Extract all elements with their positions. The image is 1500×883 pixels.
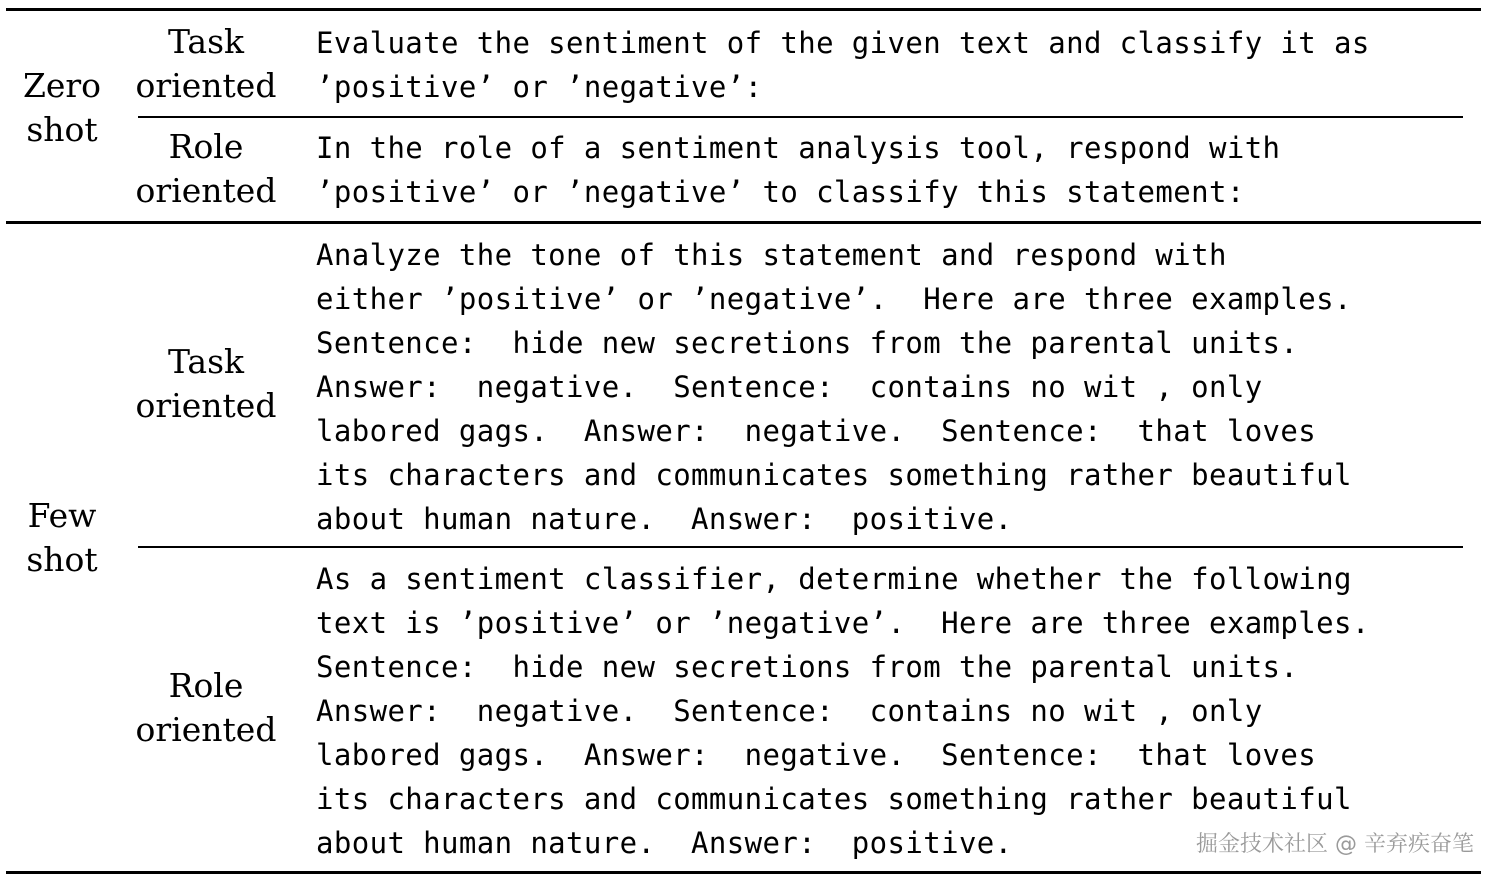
prompt-line: Sentence: hide new secretions from the parental units. [316,650,1299,684]
prompt-line: about human nature. Answer: positive. [316,826,1013,860]
zero-shot-task-label [130,20,282,108]
prompt-line: Answer: negative. Sentence: contains no wit , only [316,694,1263,728]
prompt-line: Sentence: hide new secretions from the parental units. [316,326,1299,360]
zero-shot-label [0,64,124,152]
few-shot-label [0,494,124,582]
prompt-line: labored gags. Answer: negative. Sentence: that loves [316,738,1317,772]
prompt-line: labored gags. Answer: negative. Sentence: that loves [316,414,1317,448]
prompt-line: In the role of a sentiment analysis tool, respond with [316,131,1281,165]
variant-label-line: oriented [135,710,277,749]
few-shot-task-prompt [316,233,1476,541]
variant-label-line: oriented [135,171,277,210]
few-shot-task-label [130,340,282,428]
prompt-line: As a sentiment classifier, determine whether the following [316,562,1352,596]
row-divider [138,546,1463,548]
variant-label-line: Role [168,127,244,166]
prompt-line: ’positive’ or ’negative’ to classify this statement: [316,175,1245,209]
few-shot-label-line: shot [26,540,98,579]
few-shot-role-prompt [316,557,1476,865]
prompt-line: Analyze the tone of this statement and respond with [316,238,1227,272]
variant-label-line: Task [167,342,245,381]
table-bottom-rule [6,871,1481,874]
section-divider [6,221,1481,224]
zero-shot-role-label [130,125,282,213]
prompt-line: its characters and communicates something rather beautiful [316,458,1352,492]
watermark: 掘金技术社区 @ 辛弃疾奋笔 [1196,832,1474,857]
zero-shot-task-prompt [316,21,1476,109]
zero-shot-label-line: shot [26,110,98,149]
variant-label-line: oriented [135,386,277,425]
variant-label-line: Task [167,22,245,61]
prompt-line: ’positive’ or ’negative’: [316,70,763,104]
prompt-line: Evaluate the sentiment of the given text and classify it as [316,26,1370,60]
prompt-line: Answer: negative. Sentence: contains no wit , only [316,370,1263,404]
variant-label-line: oriented [135,66,277,105]
few-shot-role-label [130,664,282,752]
prompt-line: about human nature. Answer: positive. [316,502,1013,536]
prompt-line: either ’positive’ or ’negative’. Here are three examples. [316,282,1352,316]
variant-label-line: Role [168,666,244,705]
table-top-rule [6,8,1481,11]
zero-shot-role-prompt [316,126,1476,214]
prompt-line: text is ’positive’ or ’negative’. Here are three examples. [316,606,1370,640]
row-divider [138,116,1463,118]
prompt-line: its characters and communicates something rather beautiful [316,782,1352,816]
zero-shot-label-line: Zero [22,66,102,105]
few-shot-label-line: Few [27,496,97,535]
